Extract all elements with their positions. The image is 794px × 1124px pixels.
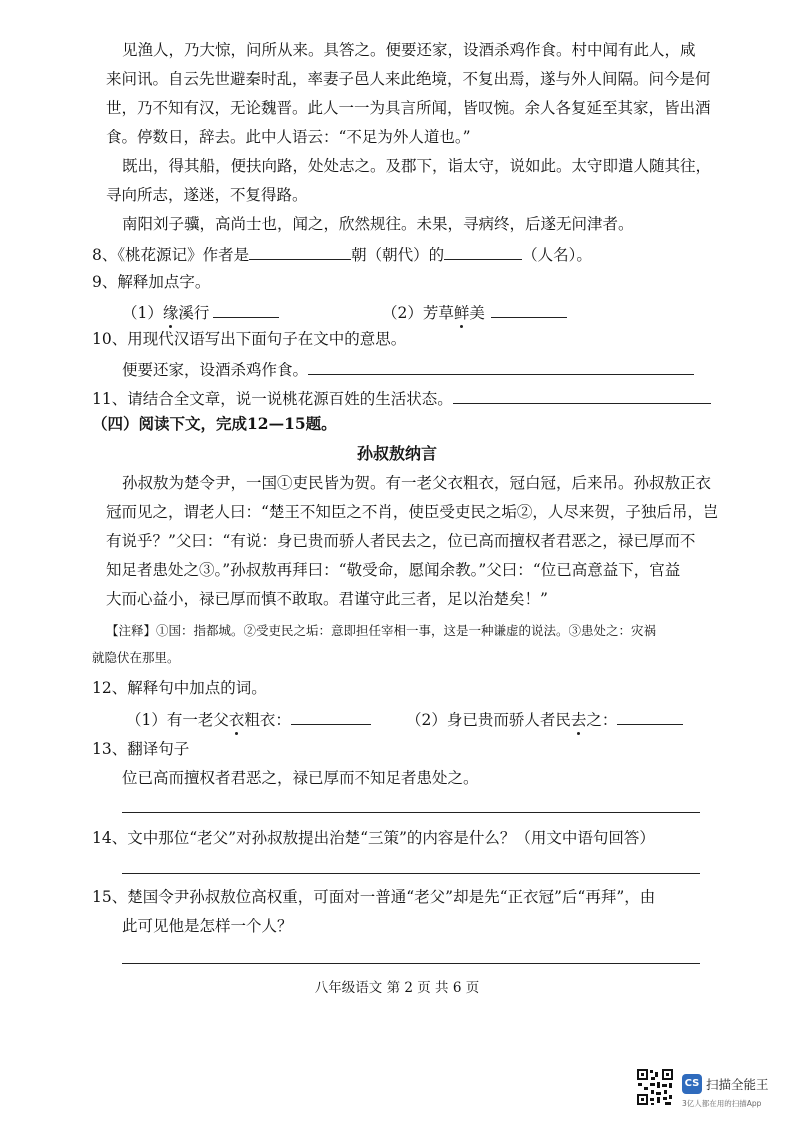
passage2-note-line-1: 【注释】①国：指都城。②受吏民之垢：意即担任宰相一事，这是一种谦虚的说法。③患处之：灾祸 [106,623,657,638]
question-8 [92,243,592,265]
passage2-note-line-2: 就隐伏在那里。 [92,650,180,665]
q9-item-2: （2）芳草鲜美 [382,301,567,323]
passage1-line-1: 见渔人，乃大惊，问所从来。具答之。便要还家，设酒杀鸡作食。村中闻有此人，咸 [122,41,696,59]
passage2-title: 孙叔敖纳言 [356,444,437,463]
passage1-line-6: 寻向所志，遂迷，不复得路。 [106,186,308,204]
q9-dotted-char-2: 鲜 [453,304,470,322]
q12-dotted-char-1: 衣 [228,711,245,729]
q8-middle: 朝（朝代）的 [351,246,445,264]
passage1-line-4: 食。停数日，辞去。此中人语云：“不足为外人道也。” [106,128,471,146]
question-15-line-1: 15、楚国令尹孙叔敖位高权重，可面对一普通“老父”却是先“正衣冠”后“再拜”，由 [92,888,656,906]
question-14: 14、文中那位“老父”对孙叔敖提出治楚“三策”的内容是什么？（用文中语句回答） [92,829,655,847]
passage2-line-5: 大而心益小，禄已厚而慎不敢取。君谨守此三者，足以治楚矣！” [106,590,548,608]
q9-item-1: （1）缘溪行 [122,301,279,323]
passage2-line-2: 冠而见之，谓老人曰：“楚王不知臣之不肖，使臣受吏民之垢②，人尽来贺，子独后吊，岂 [106,503,719,521]
qr-code-icon [636,1068,674,1106]
passage1-line-7: 南阳刘子骥，高尚士也，闻之，欣然规往。未果，寻病终，后遂无问津者。 [122,215,634,233]
q10-sentence: 便要还家，设酒杀鸡作食。 [122,358,694,380]
q13-answer-line[interactable] [122,812,700,813]
q8-blank-dynasty[interactable] [249,243,351,260]
q10-answer-blank[interactable] [308,358,694,375]
question-10: 10、用现代汉语写出下面句子在文中的意思。 [92,330,407,348]
question-13: 13、翻译句子 [92,740,190,758]
q12-item-1: （1）有一老父衣粗衣： [126,708,371,730]
passage2-line-4: 知足者患处之③。”孙叔敖再拜曰：“敬受命，愿闻余教。”父曰：“位已高意益下，官益 [106,561,681,579]
q8-suffix: （人名）。 [522,246,592,264]
passage1-line-2: 来问讯。自云先世避秦时乱，率妻子邑人来此绝境，不复出焉，遂与外人间隔。问今是何 [106,70,711,88]
camscanner-name: 扫描全能王 [706,1077,769,1092]
passage1-line-5: 既出，得其船，便扶向路，处处志之。及郡下，诣太守，说如此。太守即遣人随其往， [122,157,712,175]
q9-blank-1[interactable] [213,301,279,318]
question-11: 11、请结合全文章，说一说桃花源百姓的生活状态。 [92,387,711,409]
question-15-line-2: 此可见他是怎样一个人？ [122,917,293,935]
passage1-line-3: 世，乃不知有汉，无论魏晋。此人一一为具言所闻，皆叹惋。余人各复延至其家，皆出酒 [106,99,711,117]
q9-dotted-char-1: 缘 [162,304,179,322]
q14-answer-line[interactable] [122,873,700,874]
q12-dotted-char-2: 去 [570,711,587,729]
passage2-line-3: 有说乎？”父曰：“有说：身已贵而骄人者民去之，位已高而擅权者君恶之，禄已厚而不 [106,532,696,550]
q12-item-2: （2）身已贵而骄人者民去之： [406,708,683,730]
q12-blank-2[interactable] [617,708,683,725]
q15-answer-line[interactable] [122,963,700,964]
q8-prefix: 8、《桃花源记》作者是 [92,246,250,264]
passage2-line-1: 孙叔敖为楚令尹，一国①吏民皆为贺。有一老父衣粗衣，冠白冠，后来吊。孙叔敖正衣 [122,474,712,492]
q8-blank-author[interactable] [444,243,522,260]
q11-answer-blank[interactable] [453,387,711,404]
q9-blank-2[interactable] [491,301,567,318]
page-footer: 八年级语文 第 2 页 共 6 页 [314,980,480,996]
camscanner-tagline: 3亿人都在用的扫描App [682,1099,762,1108]
camscanner-logo-icon: CS [682,1074,702,1094]
question-12: 12、解释句中加点的词。 [92,679,267,697]
section-4-heading: （四）阅读下文，完成12—15题。 [92,414,337,433]
question-9: 9、解释加点字。 [92,273,211,291]
q12-blank-1[interactable] [291,708,371,725]
q13-sentence: 位已高而擅权者君恶之，禄已厚而不知足者患处之。 [122,769,479,787]
